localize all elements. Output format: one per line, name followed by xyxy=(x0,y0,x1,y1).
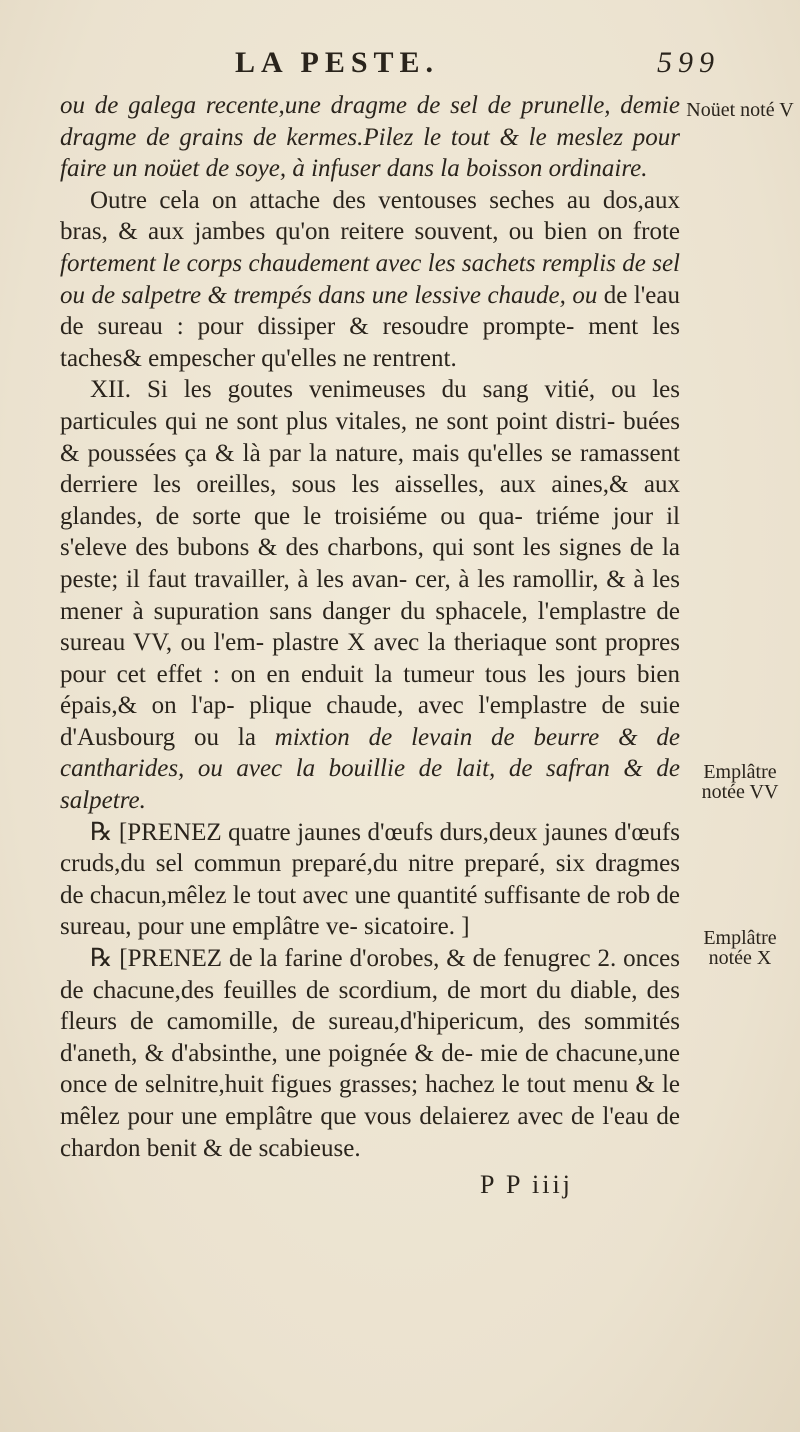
text-line: vous delaierez avec de l'eau de chardon benit & de xyxy=(60,1103,680,1162)
text-line: mixtion de levain de beurre & de cantharides, ou avec xyxy=(60,723,681,783)
main-text xyxy=(60,90,680,1164)
text-line: Outre cela on attache des ventouses seches au dos,aux xyxy=(90,186,680,214)
margin-note: Emplâtre notée VV xyxy=(701,761,779,803)
paragraph-3 xyxy=(60,374,680,816)
text-line: particules qui ne sont plus vitales, ne sont point distri- xyxy=(60,407,624,435)
text-line: buées & poussées ça & là par la nature, mais qu'elles xyxy=(60,407,680,467)
text-line: ou de galega recente,une dragme de sel de prunelle, demie xyxy=(60,92,680,119)
margin-note: Noüet noté V xyxy=(686,99,794,121)
signature-mark: P P iiij xyxy=(480,1170,573,1199)
paragraph-4 xyxy=(60,817,680,943)
text-line: diable, des fleurs de camomille, de sureau,d'hipericum, xyxy=(60,976,680,1036)
text-line: hachez le tout menu & le mêlez pour une emplâtre que xyxy=(60,1071,680,1130)
text-line: d'œufs cruds,du sel commun preparé,du nitre preparé, xyxy=(60,818,680,878)
text-line: sont les signes de la peste; il faut travailler, à les avan- xyxy=(60,534,680,593)
text-line: se ramassent derriere les oreilles, sous les aisselles, aux xyxy=(60,439,681,499)
running-header xyxy=(100,46,720,86)
text-line: mie de chacune,une once de selnitre,huit figues grasses; xyxy=(60,1039,680,1099)
text-line: suffisante de rob de sureau, pour une emplâtre ve- xyxy=(60,881,680,941)
text-line: plastre X avec la theriaque sont propres pour cet effet : xyxy=(60,629,680,688)
margin-note: Emplâtre notée X xyxy=(703,927,777,969)
text-line: la bouillie de lait, de safran & de salpetre. xyxy=(60,755,680,815)
text-line: triéme jour il s'eleve des bubons & des charbons, qui xyxy=(60,502,680,562)
text-line: ℞ [PRENEZ de la farine d'orobes, & de fenugrec 2. xyxy=(90,945,624,973)
paragraph-2 xyxy=(60,185,680,375)
text-line: XII. Si les goutes venimeuses du sang vitié, ou les xyxy=(90,376,680,404)
text-line: faire un noüet de soye, à infuser dans la boisson ordinaire. xyxy=(60,155,648,183)
text-line: sel ou de salpetre & trempés dans une lessive chaude, ou xyxy=(60,249,680,309)
paragraph-5 xyxy=(60,943,680,1164)
text-line: ℞ [PRENEZ quatre jaunes d'œufs durs,deux jaunes xyxy=(90,818,615,846)
text-line: aines,& aux glandes, de sorte que le troisiéme ou qua- xyxy=(60,471,680,530)
text-line: dragme de grains de kermes.Pilez le tout & le meslez pour xyxy=(60,123,680,151)
text-line: fortement le corps chaudement avec les sachets remplis de xyxy=(60,249,653,277)
text-line: de l'eau de sureau : pour dissiper & resoudre prompte- xyxy=(60,281,680,341)
text-line: cer, à les ramollir, & à les mener à supuration sans xyxy=(60,565,680,625)
paragraph-1 xyxy=(60,90,680,185)
text-line: danger du sphacele, l'emplastre de sureau VV, ou l'em- xyxy=(60,597,680,657)
text-line: bras, & aux jambes qu'on reitere souvent, ou bien on frote xyxy=(60,218,680,246)
text-line: des sommités d'aneth, & d'absinthe, une poignée & de- xyxy=(60,1008,680,1067)
text-line: six dragmes de chacun,mêlez le tout avec une quantité xyxy=(60,850,680,909)
text-line: on en enduit la tumeur tous les jours bien épais,& on l'ap- xyxy=(60,660,680,720)
running-title: LA PESTE. xyxy=(235,46,440,79)
text-line: onces de chacune,des feuilles de scordium, de mort du xyxy=(60,945,680,1004)
text-line: plique chaude, avec l'emplastre de suie d'Ausbourg ou la xyxy=(60,692,680,751)
text-line: ment les taches& empescher qu'elles ne rentrent. xyxy=(60,313,680,372)
text-line: scabieuse. xyxy=(258,1134,361,1162)
text-line: sicatoire. ] xyxy=(364,913,470,941)
page-number: 599 xyxy=(657,46,720,79)
